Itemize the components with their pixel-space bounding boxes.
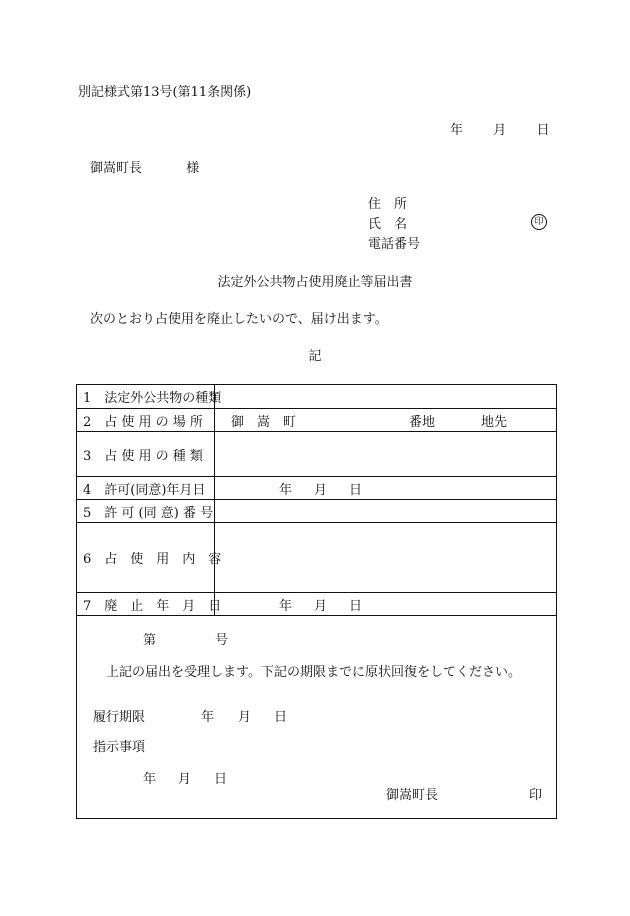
row-value[interactable] bbox=[215, 593, 556, 615]
instructions-label: 指示事項 bbox=[93, 740, 146, 755]
row-value[interactable] bbox=[215, 432, 556, 476]
abolition-month: 月 bbox=[314, 598, 328, 614]
addressee-suffix: 様 bbox=[186, 161, 200, 176]
name-label: 氏 名 bbox=[368, 217, 408, 232]
row-label: 7 廃 止 年 月 日 bbox=[77, 593, 215, 615]
phone-label: 電話番号 bbox=[368, 237, 421, 252]
deadline-day: 日 bbox=[274, 710, 288, 725]
intro-text: 次のとおり占使用を廃止したいので、届け出ます。 bbox=[90, 312, 388, 327]
permit-year: 年 bbox=[279, 482, 293, 498]
accept-day: 日 bbox=[214, 772, 228, 787]
deadline-year: 年 bbox=[201, 710, 215, 725]
location-town: 御 嵩 町 bbox=[231, 414, 297, 430]
abolition-day: 日 bbox=[349, 598, 363, 614]
row-usage-content bbox=[77, 523, 556, 593]
row-label: 3 占 使 用 の 種 類 bbox=[77, 432, 215, 476]
row-label: 2 占 使 用 の 場 所 bbox=[77, 409, 215, 431]
row-label: 1 法定外公共物の種類 bbox=[77, 385, 215, 408]
deadline-label: 履行期限 bbox=[93, 710, 146, 725]
row-label: 6 占 使 用 内 容 bbox=[77, 523, 215, 592]
location-chisaki: 地先 bbox=[481, 414, 508, 430]
notification-form bbox=[76, 384, 557, 819]
permit-day: 日 bbox=[349, 482, 363, 498]
row-value[interactable] bbox=[215, 500, 556, 522]
form-code: 別記様式第13号(第11条関係) bbox=[78, 85, 252, 100]
ki-marker: 記 bbox=[308, 349, 322, 364]
row-abolition-date bbox=[77, 593, 556, 616]
number-go: 号 bbox=[215, 633, 229, 648]
document-title: 法定外公共物占使用廃止等届出書 bbox=[217, 275, 413, 290]
accept-year: 年 bbox=[143, 772, 157, 787]
applicant-block bbox=[368, 197, 421, 258]
row-value[interactable] bbox=[215, 523, 556, 592]
date-day: 日 bbox=[536, 123, 550, 138]
row-location bbox=[77, 409, 556, 432]
date-year: 年 bbox=[450, 123, 464, 138]
number-dai: 第 bbox=[143, 633, 157, 648]
addressee bbox=[90, 162, 199, 175]
accept-month: 月 bbox=[178, 772, 192, 787]
row-label: 4 許可(同意)年月日 bbox=[77, 477, 215, 499]
submission-date bbox=[450, 124, 550, 137]
permit-month: 月 bbox=[314, 482, 328, 498]
date-month: 月 bbox=[493, 123, 507, 138]
deadline-month: 月 bbox=[238, 710, 252, 725]
row-value[interactable] bbox=[215, 477, 556, 499]
signer-seal: 印 bbox=[529, 788, 543, 803]
address-label: 住 所 bbox=[368, 197, 408, 212]
row-public-property-type bbox=[77, 385, 556, 409]
row-value[interactable] bbox=[215, 409, 556, 431]
row-permit-date bbox=[77, 477, 556, 500]
location-banchi: 番地 bbox=[409, 414, 436, 430]
row-usage-type bbox=[77, 432, 556, 477]
addressee-name: 御嵩町長 bbox=[90, 161, 143, 176]
acceptance-statement: 上記の届出を受理します。下記の期限までに原状回復をしてください。 bbox=[106, 665, 521, 680]
row-permit-number bbox=[77, 500, 556, 523]
signer-title: 御嵩町長 bbox=[386, 788, 439, 803]
row-label: 5 許 可 (同 意) 番 号 bbox=[77, 500, 215, 522]
row-value[interactable] bbox=[215, 385, 556, 408]
abolition-year: 年 bbox=[279, 598, 293, 614]
applicant-seal: 印 bbox=[531, 214, 547, 230]
